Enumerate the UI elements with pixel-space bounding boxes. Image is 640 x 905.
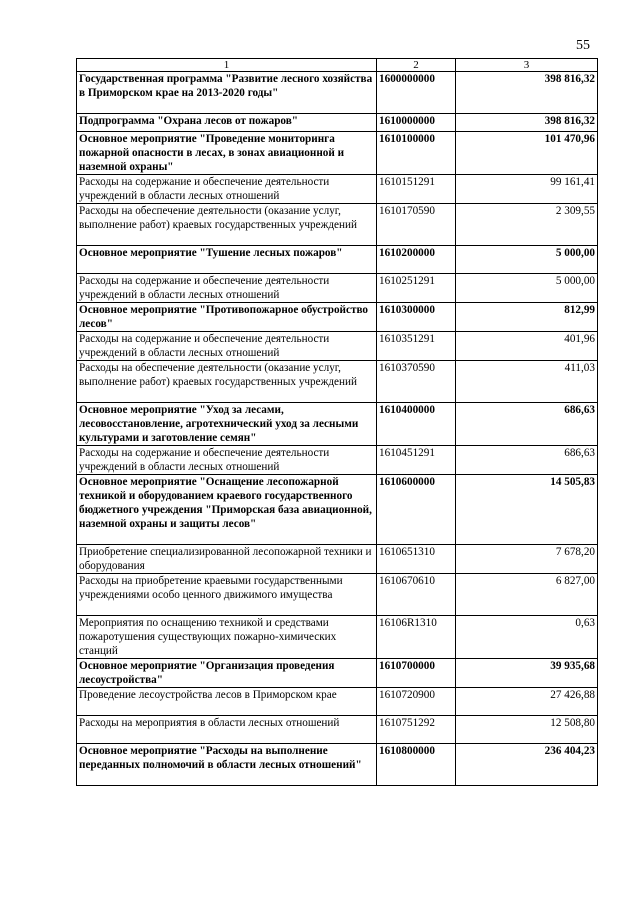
row-code: 1610170590 bbox=[377, 204, 456, 246]
row-code: 1610370590 bbox=[377, 361, 456, 403]
row-code: 1610151291 bbox=[377, 175, 456, 204]
row-amount: 401,96 bbox=[456, 332, 598, 361]
row-code: 1610700000 bbox=[377, 659, 456, 688]
row-name: Расходы на содержание и обеспечение деятельности учреждений в области лесных отношений bbox=[77, 446, 377, 475]
page-number: 55 bbox=[576, 38, 590, 53]
row-amount: 5 000,00 bbox=[456, 274, 598, 303]
row-code: 1610720900 bbox=[377, 688, 456, 716]
row-amount: 12 508,80 bbox=[456, 716, 598, 744]
table-row bbox=[77, 132, 598, 175]
row-name: Расходы на обеспечение деятельности (оказание услуг, выполнение работ) краевых государственных учреждений bbox=[77, 361, 377, 403]
row-name: Основное мероприятие "Уход за лесами, лесовосстановление, агротехнический уход за лесными культурами и заготовление семян" bbox=[77, 403, 377, 446]
table-row bbox=[77, 403, 598, 446]
table-row bbox=[77, 616, 598, 659]
table-header-row bbox=[77, 59, 598, 72]
row-amount: 411,03 bbox=[456, 361, 598, 403]
row-amount: 398 816,32 bbox=[456, 72, 598, 114]
table-row bbox=[77, 274, 598, 303]
row-amount: 398 816,32 bbox=[456, 114, 598, 132]
table-row bbox=[77, 446, 598, 475]
row-name: Основное мероприятие "Тушение лесных пожаров" bbox=[77, 246, 377, 274]
row-name: Расходы на приобретение краевыми государственными учреждениями особо ценного движимого имущества bbox=[77, 574, 377, 616]
table-row bbox=[77, 574, 598, 616]
budget-table bbox=[76, 58, 598, 786]
row-name: Расходы на обеспечение деятельности (оказание услуг, выполнение работ) краевых государственных учреждений bbox=[77, 204, 377, 246]
row-amount: 2 309,55 bbox=[456, 204, 598, 246]
table-row bbox=[77, 332, 598, 361]
row-code: 1610670610 bbox=[377, 574, 456, 616]
row-amount: 39 935,68 bbox=[456, 659, 598, 688]
row-name: Приобретение специализированной лесопожарной техники и оборудования bbox=[77, 545, 377, 574]
row-amount: 7 678,20 bbox=[456, 545, 598, 574]
row-amount: 6 827,00 bbox=[456, 574, 598, 616]
row-amount: 5 000,00 bbox=[456, 246, 598, 274]
table-row bbox=[77, 688, 598, 716]
table-row bbox=[77, 114, 598, 132]
row-amount: 812,99 bbox=[456, 303, 598, 332]
row-code: 1610100000 bbox=[377, 132, 456, 175]
row-code: 1610200000 bbox=[377, 246, 456, 274]
row-code: 1600000000 bbox=[377, 72, 456, 114]
row-code: 1610251291 bbox=[377, 274, 456, 303]
row-name: Расходы на содержание и обеспечение деятельности учреждений в области лесных отношений bbox=[77, 332, 377, 361]
table-row bbox=[77, 659, 598, 688]
row-amount: 14 505,83 bbox=[456, 475, 598, 545]
row-amount: 27 426,88 bbox=[456, 688, 598, 716]
column-header-amount: 3 bbox=[456, 59, 598, 72]
row-code: 1610300000 bbox=[377, 303, 456, 332]
row-name: Расходы на содержание и обеспечение деятельности учреждений в области лесных отношений bbox=[77, 175, 377, 204]
column-header-code: 2 bbox=[377, 59, 456, 72]
row-code: 1610000000 bbox=[377, 114, 456, 132]
row-name: Основное мероприятие "Организация проведения лесоустройства" bbox=[77, 659, 377, 688]
row-code: 16106R1310 bbox=[377, 616, 456, 659]
row-name: Подпрограмма "Охрана лесов от пожаров" bbox=[77, 114, 377, 132]
row-code: 1610351291 bbox=[377, 332, 456, 361]
row-code: 1610751292 bbox=[377, 716, 456, 744]
row-name: Основное мероприятие "Оснащение лесопожарной техникой и оборудованием краевого государственного бюджетного учреждения "Приморская база авиационной, наземной охраны и защиты лесов" bbox=[77, 475, 377, 545]
row-name: Основное мероприятие "Расходы на выполнение переданных полномочий в области лесных отношений" bbox=[77, 744, 377, 786]
row-code: 1610800000 bbox=[377, 744, 456, 786]
table-row bbox=[77, 716, 598, 744]
table-row bbox=[77, 204, 598, 246]
table-row bbox=[77, 303, 598, 332]
table-row bbox=[77, 72, 598, 114]
table-row bbox=[77, 361, 598, 403]
row-name: Расходы на мероприятия в области лесных отношений bbox=[77, 716, 377, 744]
table-row bbox=[77, 175, 598, 204]
table-row bbox=[77, 475, 598, 545]
row-amount: 101 470,96 bbox=[456, 132, 598, 175]
table-row bbox=[77, 545, 598, 574]
column-header-name: 1 bbox=[77, 59, 377, 72]
row-amount: 686,63 bbox=[456, 403, 598, 446]
row-code: 1610651310 bbox=[377, 545, 456, 574]
row-name: Расходы на содержание и обеспечение деятельности учреждений в области лесных отношений bbox=[77, 274, 377, 303]
table-row bbox=[77, 744, 598, 786]
row-amount: 686,63 bbox=[456, 446, 598, 475]
row-amount: 99 161,41 bbox=[456, 175, 598, 204]
row-name: Государственная программа "Развитие лесного хозяйства в Приморском крае на 2013-2020 годы" bbox=[77, 72, 377, 114]
row-name: Проведение лесоустройства лесов в Приморском крае bbox=[77, 688, 377, 716]
row-name: Основное мероприятие "Проведение мониторинга пожарной опасности в лесах, в зонах авиационной и наземной охраны" bbox=[77, 132, 377, 175]
row-amount: 0,63 bbox=[456, 616, 598, 659]
row-code: 1610400000 bbox=[377, 403, 456, 446]
row-name: Мероприятия по оснащению техникой и средствами пожаротушения существующих пожарно-химических станций bbox=[77, 616, 377, 659]
table-row bbox=[77, 246, 598, 274]
row-name: Основное мероприятие "Противопожарное обустройство лесов" bbox=[77, 303, 377, 332]
row-code: 1610600000 bbox=[377, 475, 456, 545]
row-code: 1610451291 bbox=[377, 446, 456, 475]
row-amount: 236 404,23 bbox=[456, 744, 598, 786]
